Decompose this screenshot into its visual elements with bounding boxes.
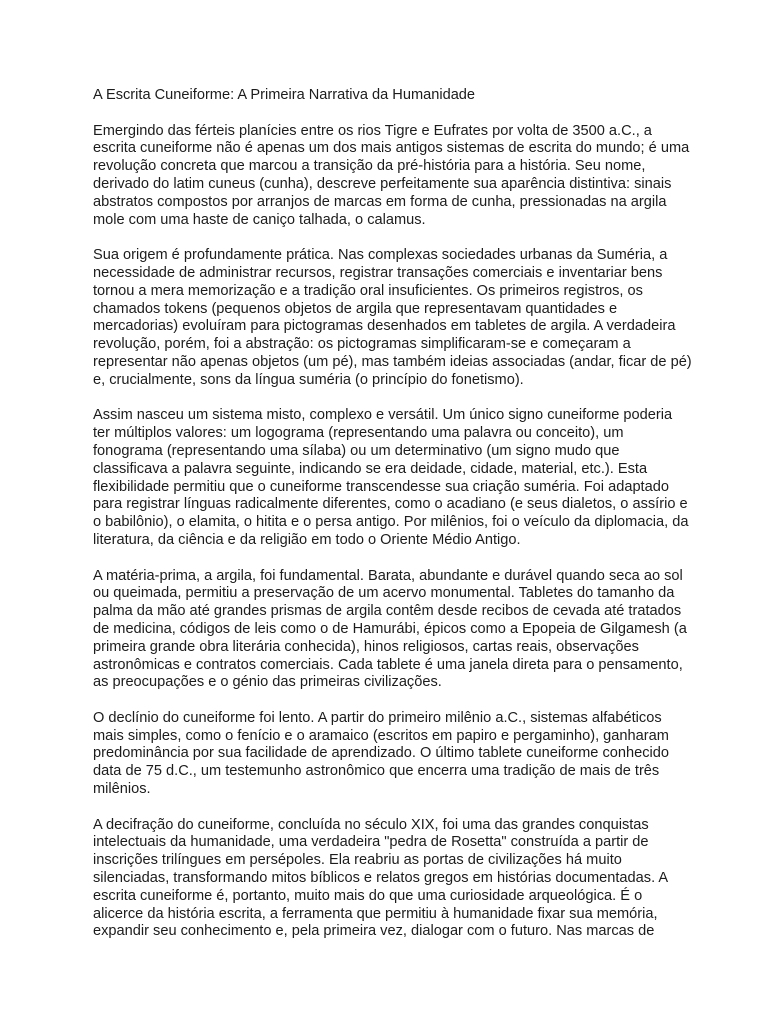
paragraph-2	[93, 247, 691, 389]
text-line: astronômicas e contratos comerciais. Cada tablete é uma janela direta para o pensamento,	[93, 656, 683, 673]
text-line: ter múltiplos valores: um logograma (representando uma palavra ou conceito), um	[93, 425, 624, 442]
text-line: necessidade de administrar recursos, registrar transações comerciais e inventariar bens	[93, 264, 663, 281]
text-line: milênios.	[93, 781, 151, 798]
text-line: escrita cuneiforme não é apenas um dos mais antigos sistemas de escrita do mundo; é uma	[93, 140, 690, 157]
text-line: abstratos compostos por arranjos de marcas em forma de cunha, pressionadas na argila	[93, 193, 667, 210]
text-line: revolução, porém, foi a abstração: os pictogramas simplificaram-se e começaram a	[93, 336, 631, 353]
text-line: de medicina, códigos de leis como o de Hamurábi, épicos como a Epopeia de Gilgamesh (a	[93, 620, 687, 637]
text-line: o babilônio), o elamita, o hitita e o persa antigo. Por milênios, foi o veículo da diplomacia, da	[93, 514, 689, 531]
text-line: para registrar línguas radicalmente diferentes, como o acadiano (e seus dialetos, o assírio e	[93, 496, 688, 513]
text-line: predominância por sua facilidade de aprendizado. O último tablete cuneiforme conhecido	[93, 745, 669, 762]
text-line: representar não apenas objetos (um pé), mas também ideias associadas (andar, ficar de pé)	[93, 353, 692, 370]
text-line: silenciadas, transformando mitos bíblicos e relatos gregos em histórias documentadas. A	[93, 870, 669, 887]
paragraph-1	[93, 123, 691, 230]
document-title: A Escrita Cuneiforme: A Primeira Narrativa da Humanidade	[93, 87, 476, 103]
text-line: alicerce da história escrita, a ferramenta que permitiu à humanidade fixar sua memória,	[93, 905, 658, 922]
text-line: Assim nasceu um sistema misto, complexo e versátil. Um único signo cuneiforme poderia	[93, 407, 673, 424]
text-line: classificava a palavra seguinte, indicando se era deidade, cidade, material, etc.). Esta	[93, 460, 648, 477]
text-line: tornou a mera memorização e a tradição oral insuficientes. Os primeiros registros, os	[93, 282, 643, 299]
document-body	[93, 87, 691, 959]
text-line: Sua origem é profundamente prática. Nas complexas sociedades urbanas da Suméria, a	[93, 247, 668, 264]
paragraph-3	[93, 407, 691, 549]
text-line: inscrições trilíngues em persépoles. Ela reabriu as portas de civilizações há muito	[93, 852, 622, 869]
text-line: chamados tokens (pequenos objetos de argila que representavam quantidades e	[93, 300, 618, 317]
text-line: flexibilidade permitiu que o cuneiforme transcendesse sua criação suméria. Foi adaptado	[93, 478, 669, 495]
text-line: as preocupações e o génio das primeiras civilizações.	[93, 674, 442, 691]
text-line: literatura, da ciência e da religião em todo o Oriente Médio Antigo.	[93, 531, 521, 548]
text-line: fonograma (representando uma sílaba) ou um determinativo (um signo mudo que	[93, 442, 620, 459]
text-line: Emergindo das férteis planícies entre os rios Tigre e Eufrates por volta de 3500 a.C., a	[93, 122, 652, 139]
text-line: revolução concreta que marcou a transição da pré-história para a história. Seu nome,	[93, 158, 646, 175]
text-line: derivado do latim cuneus (cunha), descreve perfeitamente sua aparência distintiva: sinais	[93, 175, 672, 192]
paragraph-6	[93, 817, 691, 942]
text-line: primeira grande obra literária conhecida), hinos religiosos, cartas reais, observações	[93, 638, 639, 655]
text-line: escrita cuneiforme é, portanto, muito mais do que uma curiosidade arqueológica. É o	[93, 887, 643, 904]
text-line: data de 75 d.C., um testemunho astronômico que encerra uma tradição de mais de três	[93, 763, 660, 780]
text-line: ou queimada, permitiu a preservação de um acervo monumental. Tabletes do tamanho da	[93, 585, 675, 602]
text-line: mercadorias) evoluíram para pictogramas desenhados em tabletes de argila. A verdadeira	[93, 318, 676, 335]
text-line: A decifração do cuneiforme, concluída no século XIX, foi uma das grandes conquistas	[93, 816, 649, 833]
text-line: A matéria-prima, a argila, foi fundamental. Barata, abundante e durável quando seca ao sol	[93, 567, 683, 584]
text-line: palma da mão até grandes prismas de argila contêm desde recibos de cevada até tratados	[93, 603, 682, 620]
text-line: expandir seu conhecimento e, pela primeira vez, dialogar com o futuro. Nas marcas de	[93, 923, 655, 940]
text-line: mais simples, como o fenício e o aramaico (escritos em papiro e pergaminho), ganharam	[93, 727, 669, 744]
paragraph-5	[93, 710, 691, 799]
text-line: e, crucialmente, sons da língua suméria (o princípio do fonetismo).	[93, 371, 524, 388]
text-line: O declínio do cuneiforme foi lento. A partir do primeiro milênio a.C., sistemas alfabéticos	[93, 709, 662, 726]
text-line: intelectuais da humanidade, uma verdadeira "pedra de Rosetta" construída a partir de	[93, 834, 649, 851]
text-line: mole com uma haste de caniço talhada, o calamus.	[93, 211, 426, 228]
paragraph-4	[93, 568, 691, 693]
